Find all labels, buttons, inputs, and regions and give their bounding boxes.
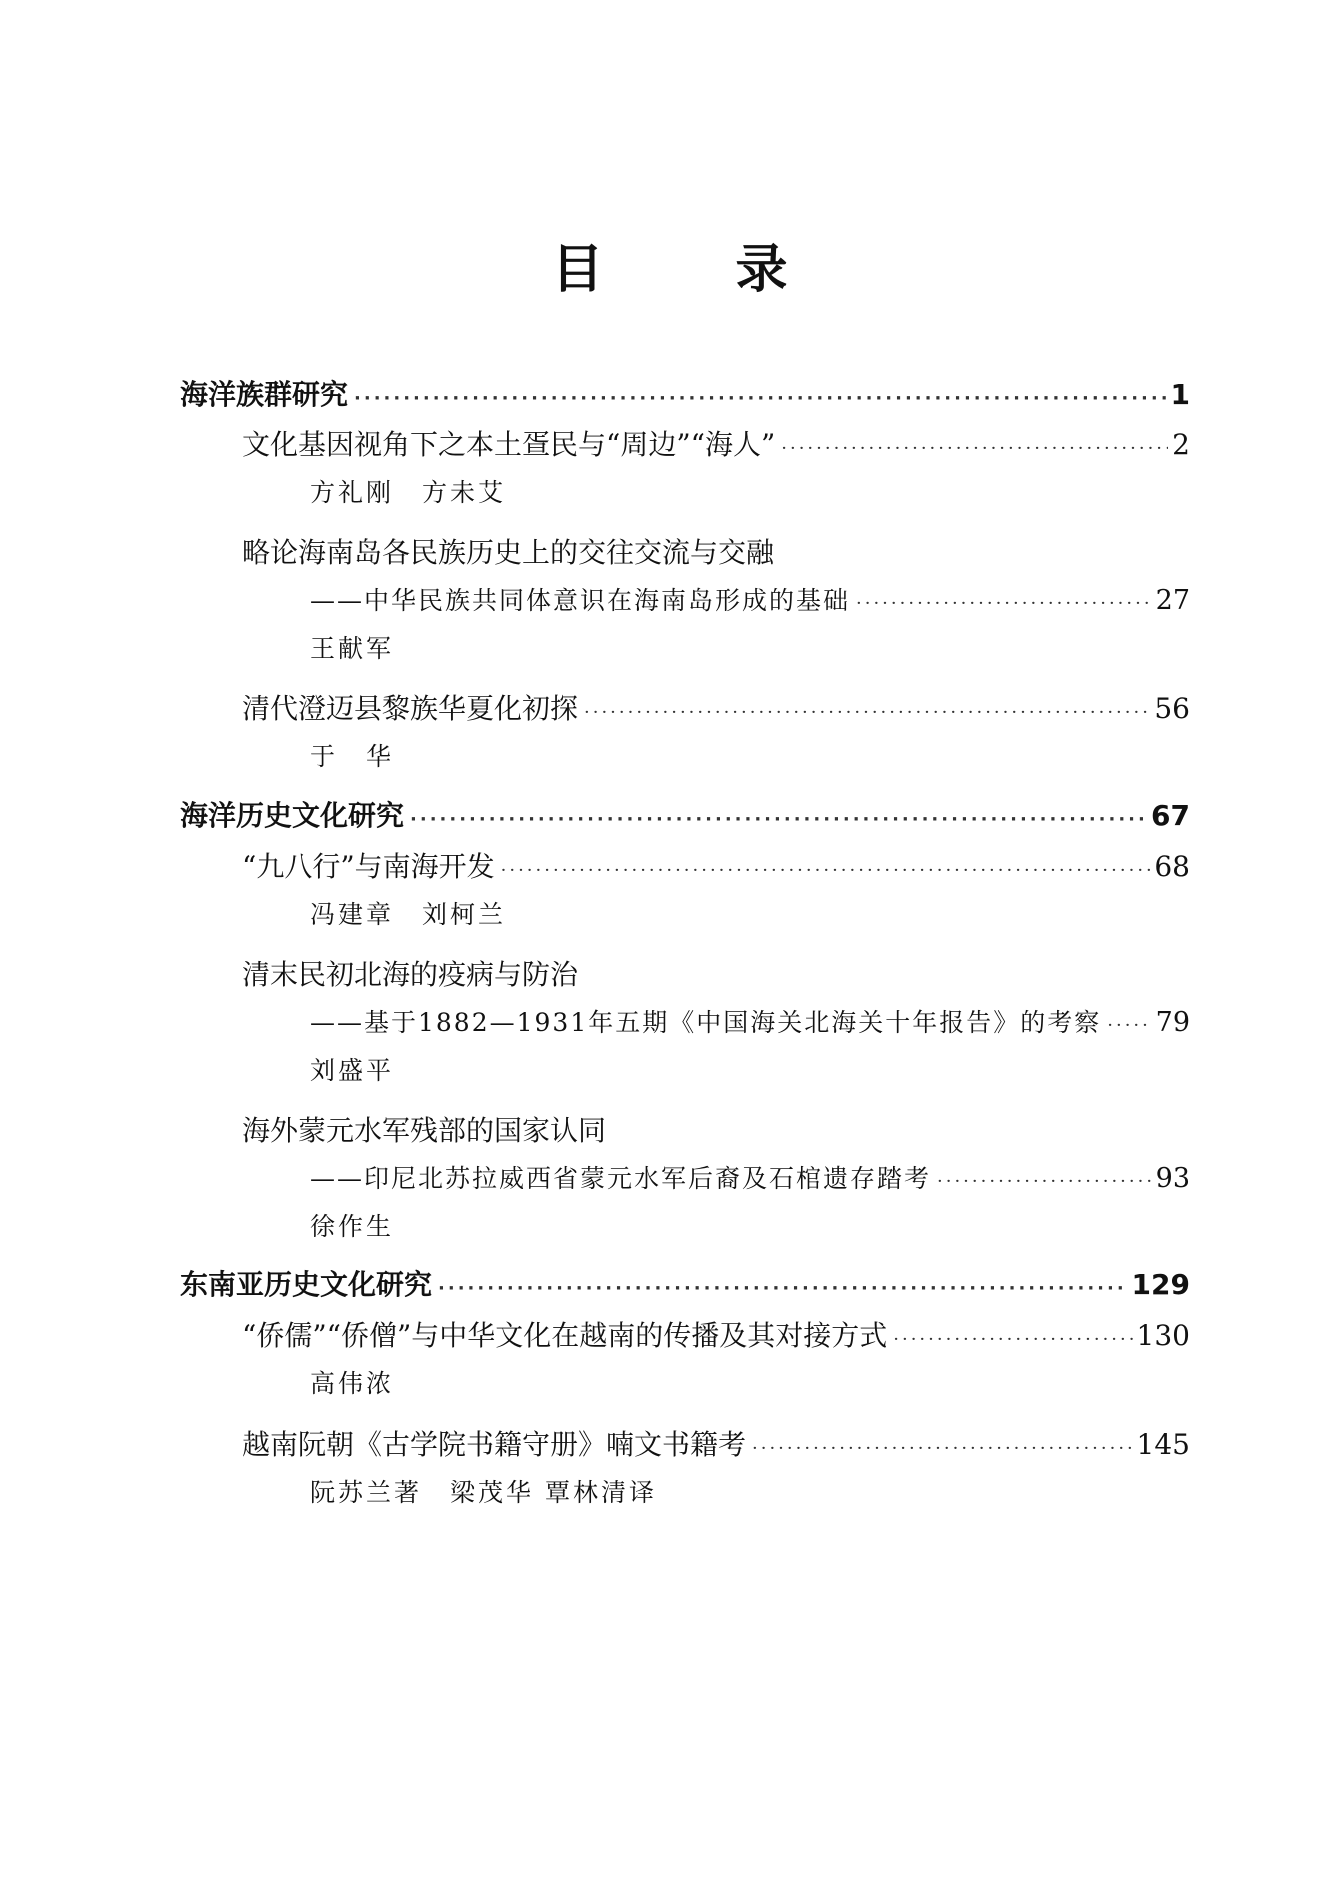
dot-leader bbox=[438, 1269, 1128, 1309]
article-title[interactable]: 清末民初北海的疫病与防治 bbox=[242, 958, 579, 991]
page-number: 145 bbox=[1136, 1428, 1190, 1461]
article-authors: 于 华 bbox=[310, 742, 395, 771]
article-title[interactable]: 海外蒙元水军残部的国家认同 bbox=[242, 1114, 607, 1147]
toc-section-1[interactable] bbox=[180, 375, 1190, 419]
dot-leader bbox=[501, 851, 1151, 891]
article-authors: 阮苏兰著 梁茂华 覃林清译 bbox=[310, 1478, 657, 1507]
page-number: 68 bbox=[1154, 850, 1190, 883]
toc-article-7[interactable] bbox=[242, 1316, 1190, 1360]
article-title: “九八行”与南海开发 bbox=[242, 850, 495, 883]
page-number: 67 bbox=[1151, 799, 1190, 832]
page-number: 130 bbox=[1136, 1319, 1190, 1352]
article-subtitle: ——印尼北苏拉威西省蒙元水军后裔及石棺遗存踏考 bbox=[310, 1164, 932, 1193]
article-authors: 徐作生 bbox=[310, 1212, 395, 1241]
article-title: 越南阮朝《古学院书籍守册》喃文书籍考 bbox=[242, 1428, 747, 1461]
toc-article-5[interactable] bbox=[310, 1003, 1190, 1046]
dot-leader bbox=[856, 584, 1152, 624]
article-title: 文化基因视角下之本土疍民与“周边”“海人” bbox=[242, 428, 776, 461]
article-authors: 方礼刚 方未艾 bbox=[310, 478, 507, 507]
page-number: 1 bbox=[1170, 378, 1190, 411]
article-authors: 高伟浓 bbox=[310, 1369, 395, 1398]
toc-section-2[interactable] bbox=[180, 796, 1190, 840]
dot-leader bbox=[354, 379, 1167, 419]
dot-leader bbox=[584, 693, 1150, 733]
page-title: 目 录 bbox=[551, 239, 828, 300]
toc-article-3[interactable] bbox=[242, 689, 1190, 733]
toc-section-3[interactable] bbox=[180, 1265, 1190, 1309]
dot-leader bbox=[781, 429, 1168, 469]
section-title: 东南亚历史文化研究 bbox=[180, 1268, 433, 1301]
article-authors: 王献军 bbox=[310, 634, 395, 663]
toc-article-1[interactable] bbox=[242, 425, 1190, 469]
page-number: 27 bbox=[1155, 585, 1190, 616]
page-number: 129 bbox=[1131, 1268, 1190, 1301]
toc-article-4[interactable] bbox=[242, 847, 1190, 891]
dot-leader bbox=[937, 1162, 1152, 1202]
article-title[interactable]: 略论海南岛各民族历史上的交往交流与交融 bbox=[242, 536, 775, 569]
page-number: 93 bbox=[1155, 1163, 1190, 1194]
page-number: 56 bbox=[1154, 692, 1190, 725]
toc-article-6[interactable] bbox=[310, 1159, 1190, 1202]
page-number: 2 bbox=[1172, 428, 1190, 461]
article-subtitle: ——中华民族共同体意识在海南岛形成的基础 bbox=[310, 586, 851, 615]
article-title: “侨儒”“侨僧”与中华文化在越南的传播及其对接方式 bbox=[242, 1319, 888, 1352]
article-authors: 冯建章 刘柯兰 bbox=[310, 900, 507, 929]
article-authors: 刘盛平 bbox=[310, 1056, 395, 1085]
toc-article-2[interactable] bbox=[310, 581, 1190, 624]
dot-leader bbox=[1107, 1006, 1151, 1046]
section-title: 海洋历史文化研究 bbox=[180, 799, 405, 832]
section-title: 海洋族群研究 bbox=[180, 378, 349, 411]
dot-leader bbox=[893, 1320, 1132, 1360]
toc-article-8[interactable] bbox=[242, 1425, 1190, 1469]
article-title: 清代澄迈县黎族华夏化初探 bbox=[242, 692, 579, 725]
article-subtitle: ——基于1882—1931年五期《中国海关北海关十年报告》的考察 bbox=[310, 1008, 1102, 1037]
page-number: 79 bbox=[1155, 1007, 1190, 1038]
dot-leader bbox=[752, 1429, 1133, 1469]
dot-leader bbox=[410, 800, 1147, 840]
